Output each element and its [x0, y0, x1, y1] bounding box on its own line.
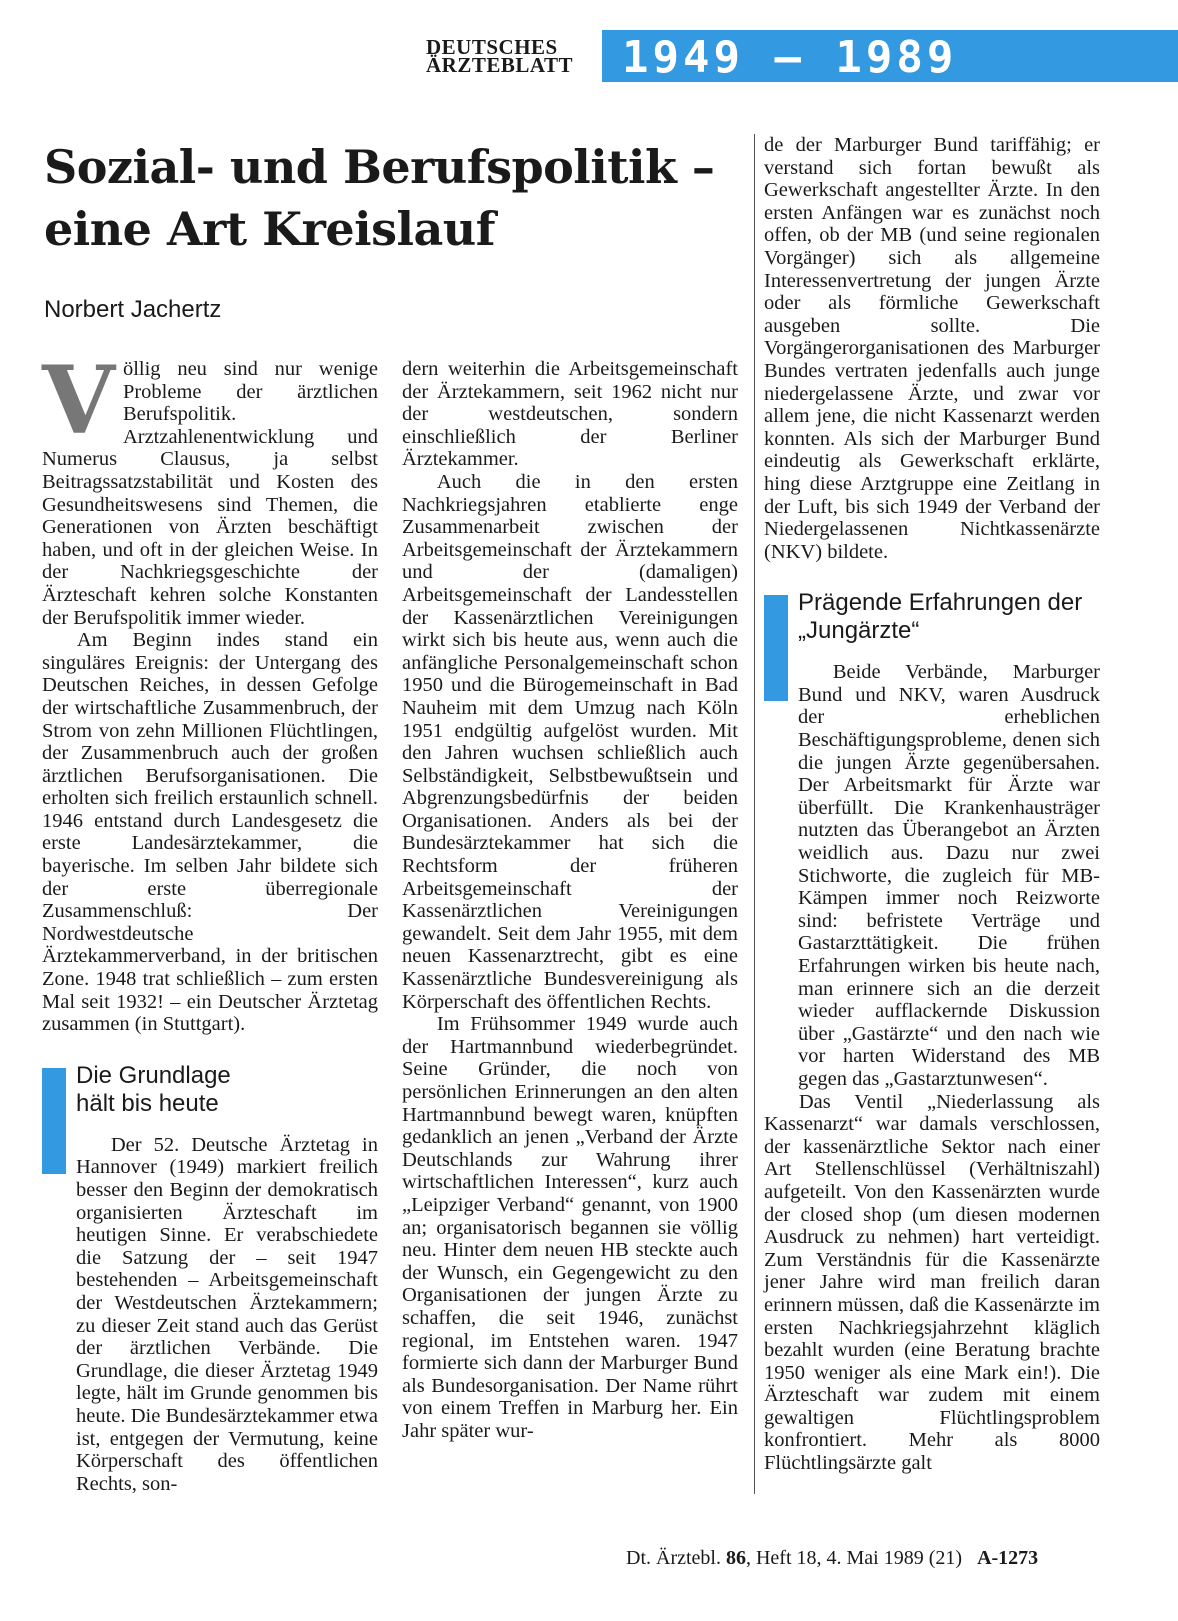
- paragraph: Der 52. Deutsche Ärztetag in Hannover (1949) markiert freilich besser den Beginn der demokratisch organisierten Ärzteschaft im heutigen Sinne. Er verabschiedete die Satzung der – seit 1947 bestehenden – Arbeitsgemeinschaft der Westdeutschen Ärztekammern; zu dieser Zeit stand auch das Gerüst der ärztlichen Verbände. Die Grundlage, die dieser Ärztetag 1949 legte, hält im Grunde genommen bis heute. Die Bundesärztekammer etwa ist, entgegen der Vermutung, keine Körperschaft des öffentlichen Rechts, son-: [76, 1133, 378, 1495]
- text-column-2: [402, 358, 738, 1443]
- paragraph: de der Marburger Bund tariffähig; er verstand sich fortan bewußt als Gewerkschaft angestellter Ärzte. In den ersten Anfängen war es zunächst noch offen, ob der MB (und seine regionalen Vorgänger) sich als allgemeine Interessenvertretung der jungen Ärzte oder als förmliche Gewerkschaft ausgeben sollte. Die Vorgängerorganisationen des Marburger Bundes vertraten jedenfalls auch junge niedergelassene Ärzte, und zwar vor allem jene, die nicht Kassenarzt werden konnten. Als sich der Marburger Bund eindeutig als Gewerkschaft erklärte, hing diese Arztgruppe eine Zeitlang in der Luft, bis sich 1949 der Verband der Niedergelassenen Nichtkassenärzte (NKV) bildete.: [764, 134, 1100, 563]
- paragraph: Auch die in den ersten Nachkriegsjahren etablierte enge Zusammenarbeit zwischen der Arbeitsgemeinschaft der Ärztekammern und der (damaligen) Arbeitsgemeinschaft der Landesstellen der Kassenärztlichen Vereinigungen wirkt sich bis heute aus, wenn auch die anfängliche Personalgemeinschaft schon 1950 und die Bürogemeinschaft in Bad Nauheim mit dem Umzug nach Köln 1951 endgültig aufgelöst wurden. Mit den Jahren wuchsen schließlich auch Selbständigkeit, Selbstbewußtsein und Abgrenzungsbedürfnis der beiden Organisationen. Anders als bei der Bundesärztekammer hat sich die Rechtsform der früheren Arbeitsgemeinschaft der Kassenärztlichen Vereinigungen gewandelt. Seit dem Jahr 1955, mit dem neuen Kassenarztrecht, gibt es eine Kassenärztliche Bundesvereinigung als Körperschaft des öffentlichen Rechts.: [402, 470, 738, 1013]
- paragraph: Im Frühsommer 1949 wurde auch der Hartmannbund wiederbegründet. Seine Gründer, die noch von persönlichen Erinnerungen an den alten Hartmannbund bewegt waren, knüpften gedanklich an jenen „Verband der Ärzte Deutschlands zur Wahrung ihrer wirtschaftlichen Interessen“, kurz auch „Leipziger Verband“ genannt, von 1900 an; organisatorisch begannen sie völlig neu. Hinter dem neuen HB steckte auch der Wunsch, ein Gegengewicht zu den Organisationen der jungen Ärzte zu schaffen, die seit 1946, zunächst regional, im Entstehen waren. 1947 formierte sich dann der Marburger Bund als Bundesorganisation. Der Name rührt von einem Treffen in Marburg her. Ein Jahr später wur-: [402, 1013, 738, 1442]
- section-heading: [42, 1062, 378, 1118]
- heading-accent-bar: [764, 595, 788, 701]
- text-column-1: [42, 346, 378, 1495]
- logo-line-2: ÄRZTEBLATT: [426, 53, 573, 77]
- year-banner: [602, 30, 1178, 82]
- logo-line-1: DEUTSCHES: [426, 35, 558, 59]
- paragraph: Beide Verbände, Marburger Bund und NKV, waren Ausdruck der erheblichen Beschäftigungsprobleme, denen sich die jungen Ärzte gegenübersahen. Der Arbeitsmarkt für Ärzte war überfüllt. Die Krankenhausträger nutzten das Überangebot an Ärzten weidlich aus. Dazu nur zwei Stichworte, die zugleich für MB-Kämpen immer noch Reizworte sind: befristete Verträge und Gastarzttätigkeit. Die frühen Erfahrungen wirken bis heute nach, man erinnere sich an die derzeit wieder aufflackernde Diskussion über „Gastärzte“ und den nach wie vor harten Widerstand des MB gegen das „Gastarztunwesen“.: [798, 661, 1100, 1090]
- footer-volume: 86: [725, 1547, 746, 1569]
- footer-journal: Dt. Ärztebl.: [626, 1547, 721, 1569]
- paragraph: dern weiterhin die Arbeitsgemeinschaft der Ärztekammern, seit 1962 nicht nur der westdeutschen, sondern einschließlich der Berliner Ärztekammer.: [402, 358, 738, 471]
- paragraph: Am Beginn indes stand ein singuläres Ereignis: der Untergang des Deutschen Reiches, in dessen Gefolge der wirtschaftliche Zusammenbruch, der Strom von zehn Millionen Flüchtlingen, der Zusammenbruch auch der großen ärztlichen Berufsorganisationen. Die erholten sich freilich erstaunlich schnell. 1946 entstand durch Landesgesetz die erste Landesärztekammer, die bayerische. Im selben Jahr bildete sich der erste überregionale Zusammenschluß: Der Nordwestdeutsche Ärztekammerverband, in der britischen Zone. 1948 trat schließlich – zum ersten Mal seit 1932! – ein Deutscher Ärztetag zusammen (in Stuttgart).: [42, 629, 378, 1036]
- paragraph-text: öllig neu sind nur wenige Probleme der ärztlichen Berufspolitik. Arztzahlenentwicklung und Numerus Clausus, ja selbst Beitragssatzstabilität und Kosten des Gesundheitswesens sind Themen, die Generationen von Ärzten beschäftigt haben, und oft in der gleichen Weise. In der Nachkriegsgeschichte der Ärzteschaft kehren solche Konstanten der Berufspolitik immer wieder.: [42, 358, 378, 629]
- section-heading-text: Die Grundlage hält bis heute: [76, 1061, 231, 1117]
- paragraph: [42, 346, 378, 629]
- column-divider: [754, 134, 755, 1494]
- section-heading-text: Prägende Erfahrungen der „Jungärzte“: [798, 589, 1083, 645]
- page-footer: [626, 1547, 1038, 1570]
- footer-issue: , Heft 18, 4. Mai 1989 (21): [745, 1547, 963, 1569]
- article-author: Norbert Jachertz: [44, 296, 222, 323]
- journal-logo: [426, 35, 600, 77]
- year-range: 1949 – 1989: [622, 32, 958, 83]
- drop-cap: V: [42, 346, 115, 456]
- footer-page-number: A-1273: [977, 1547, 1039, 1569]
- text-column-3: [764, 134, 1100, 1475]
- paragraph: Das Ventil „Niederlassung als Kassenarzt“ war damals verschlossen, der kassenärztliche Sektor nach einer Art Stellenschlüssel (Verhältniszahl) aufgeteilt. Von den Kassenärzten wurde der closed shop (um diesen modernen Ausdruck zu nehmen) hart verteidigt. Zum Verständnis für die Kassenärzte jener Jahre wird man freilich daran erinnern müssen, daß die Kassenärzte im ersten Nachkriegsjahrzehnt kläglich bezahlt wurden (eine Beratung brachte 1950 weniger als eine Mark ein!). Die Ärzteschaft war zudem mit einem gewaltigen Flüchtlingsproblem konfrontiert. Mehr als 8000 Flüchtlingsärzte galt: [764, 1090, 1100, 1475]
- section-heading: [764, 589, 1100, 645]
- article-headline: Sozial- und Berufspolitik – eine Art Kreislauf: [44, 140, 715, 256]
- heading-accent-bar: [42, 1068, 66, 1174]
